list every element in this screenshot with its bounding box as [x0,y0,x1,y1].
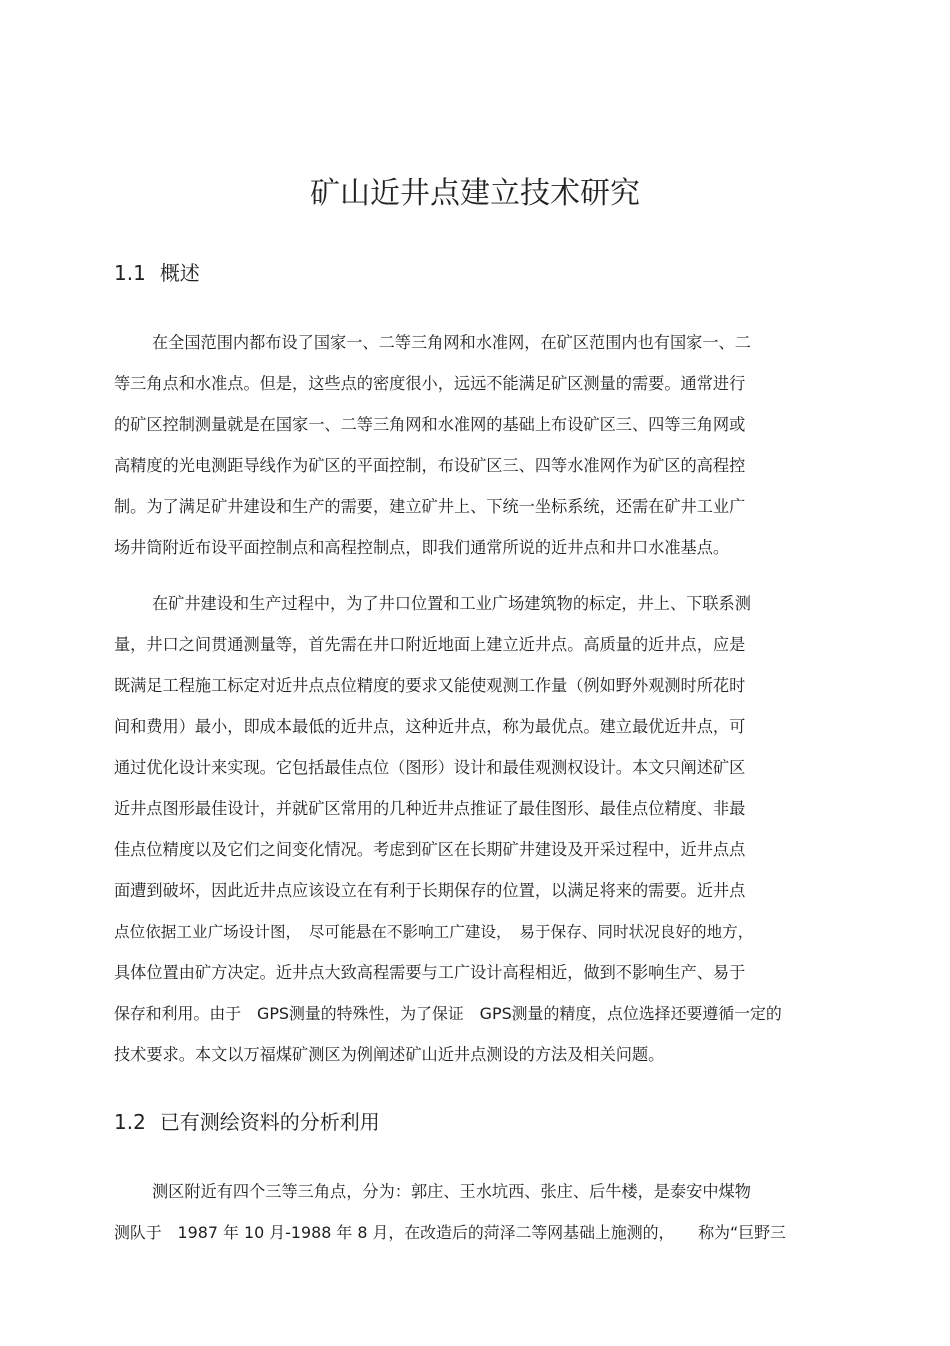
section-heading-1-2 [114,1108,380,1136]
text-line: 面遭到破坏，因此近井点应该设立在有利于长期保存的位置，以满足将来的需要。近井点 [114,881,746,900]
text-line: 在矿井建设和生产过程中，为了井口位置和工业广场建筑物的标定，井上、下联系测 [152,594,751,613]
text-line: 等三角点和水准点。但是，这些点的密度很小，远远不能满足矿区测量的需要。通常进行 [114,374,746,393]
section-heading-1-1 [114,259,200,287]
text-line: 制。为了满足矿井建设和生产的需要，建立矿井上、下统一坐标系统，还需在矿井工业广 [114,497,746,516]
text-line: 技术要求。本文以万福煤矿测区为例阐述矿山近井点测设的方法及相关问题。 [114,1045,665,1064]
text-line: 测队于 1987 年 10 月-1988 年 8 月，在改造后的菏泽二等网基础上施测的， 称为“巨野三 [114,1223,786,1242]
page-title: 矿山近井点建立技术研究 [310,176,640,211]
section-title: 概述 [159,261,200,285]
section-number: 1.1 [114,261,146,285]
text-line: 测区附近有四个三等三角点，分为：郭庄、王水坑西、张庄、后牛楼，是泰安中煤物 [152,1182,751,1201]
text-line: 间和费用）最小，即成本最低的近井点，这种近井点，称为最优点。建立最优近井点，可 [114,717,746,736]
text-line: 的矿区控制测量就是在国家一、二等三角网和水准网的基础上布设矿区三、四等三角网或 [114,415,746,434]
text-line: 通过优化设计来实现。它包括最佳点位（图形）设计和最佳观测权设计。本文只阐述矿区 [114,758,746,777]
text-line: 场井筒附近布设平面控制点和高程控制点，即我们通常所说的近井点和井口水准基点。 [114,538,730,557]
text-line: 保存和利用。由于 GPS测量的特殊性，为了保证 GPS测量的精度，点位选择还要遵循一定的 [114,1004,782,1023]
text-line: 近井点图形最佳设计，并就矿区常用的几种近井点推证了最佳图形、最佳点位精度、非最 [114,799,746,818]
text-line: 具体位置由矿方决定。近井点大致高程需要与工广设计高程相近，做到不影响生产、易于 [114,963,746,982]
text-line: 点位依据工业广场设计图， 尽可能悬在不影响工广建设， 易于保存、同时状况良好的地方， [114,923,754,941]
text-line: 佳点位精度以及它们之间变化情况。考虑到矿区在长期矿井建设及开采过程中，近井点点 [114,840,746,859]
text-line: 量，井口之间贯通测量等，首先需在井口附近地面上建立近井点。高质量的近井点，应是 [114,635,746,654]
section-title: 已有测绘资料的分析利用 [159,1110,380,1134]
text-line: 在全国范围内都布设了国家一、二等三角网和水准网，在矿区范围内也有国家一、二 [152,333,751,352]
text-line: 高精度的光电测距导线作为矿区的平面控制，布设矿区三、四等水准网作为矿区的高程控 [114,456,746,475]
section-number: 1.2 [114,1110,146,1134]
text-line: 既满足工程施工标定对近井点点位精度的要求又能使观测工作量（例如野外观测时所花时 [114,676,746,695]
